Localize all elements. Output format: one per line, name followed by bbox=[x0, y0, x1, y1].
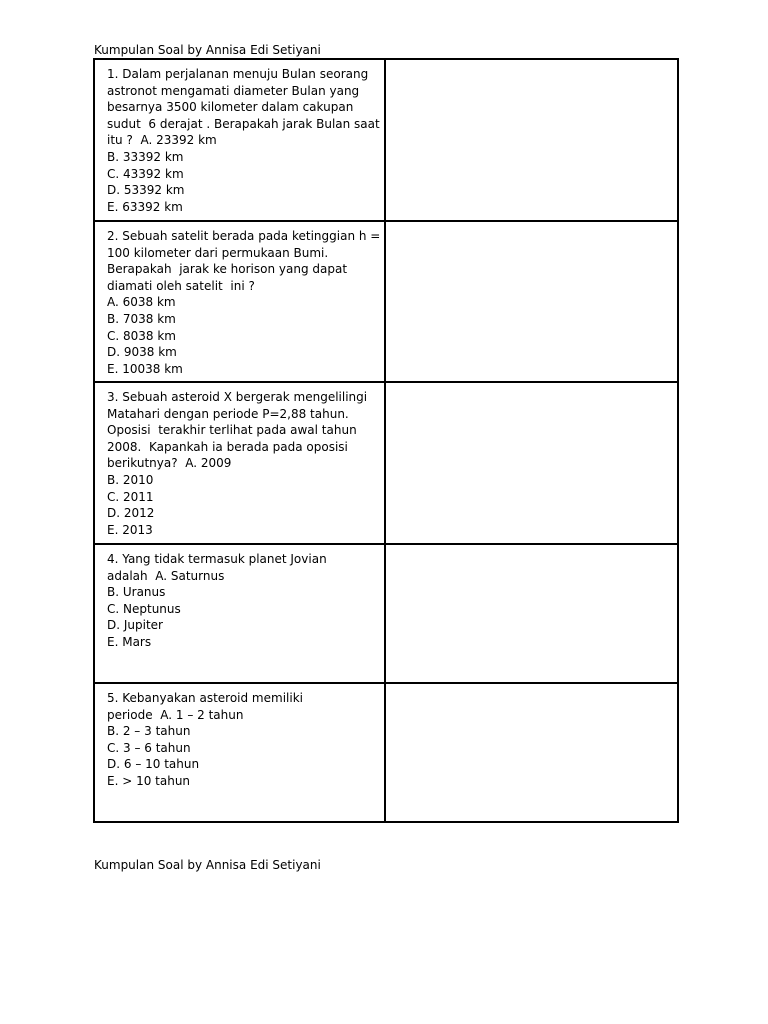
question-2-line: 2. Sebuah satelit berada pada ketinggian h = bbox=[107, 229, 381, 243]
question-1-line: astronot mengamati diameter Bulan yang bbox=[107, 83, 360, 98]
question-5-option: B. 2 – 3 tahun bbox=[107, 724, 191, 739]
question-3-option: B. 2010 bbox=[107, 472, 154, 487]
question-4-option: C. Neptunus bbox=[107, 601, 181, 616]
question-1-line: besarnya 3500 kilometer dalam cakupan bbox=[107, 100, 354, 115]
question-1-line: sudut 6 derajat . Berapakah jarak Bulan saat bbox=[107, 116, 380, 131]
question-5-option: E. > 10 tahun bbox=[107, 773, 191, 788]
question-2-option: C. 8038 km bbox=[107, 328, 176, 343]
question-3-line: 2008. Kapankah ia berada pada oposisi bbox=[107, 439, 348, 454]
question-3-option: D. 2012 bbox=[107, 506, 155, 521]
question-3-line: 3. Sebuah asteroid X bergerak mengelilingi bbox=[107, 390, 368, 404]
question-row-3 bbox=[94, 382, 678, 544]
question-text-4 bbox=[95, 545, 384, 651]
question-3-option: E. 2013 bbox=[107, 522, 153, 537]
question-3-line: berikutnya? A. 2009 bbox=[107, 456, 232, 471]
question-row-1 bbox=[94, 59, 678, 221]
question-5-line: periode A. 1 – 2 tahun bbox=[107, 707, 244, 722]
question-1-option: D. 53392 km bbox=[107, 183, 185, 198]
question-4-option: B. Uranus bbox=[107, 585, 166, 600]
question-table bbox=[93, 58, 679, 823]
question-1-line: 1. Dalam perjalanan menuju Bulan seorang bbox=[107, 67, 369, 81]
answer-cell-5 bbox=[385, 683, 678, 822]
question-row-4 bbox=[94, 544, 678, 683]
question-text-5 bbox=[95, 684, 384, 790]
question-1-option: E. 63392 km bbox=[107, 199, 183, 214]
question-4-line: adalah A. Saturnus bbox=[107, 568, 225, 583]
question-row-2 bbox=[94, 221, 678, 382]
question-5-line: 5. Kebanyakan asteroid memiliki bbox=[107, 691, 303, 705]
answer-cell-4 bbox=[385, 544, 678, 683]
question-4-option: D. Jupiter bbox=[107, 618, 163, 633]
question-cell-5 bbox=[94, 683, 385, 822]
question-5-option: C. 3 – 6 tahun bbox=[107, 740, 191, 755]
answer-cell-1 bbox=[385, 59, 678, 221]
question-4-option: E. Mars bbox=[107, 634, 152, 649]
question-2-line: 100 kilometer dari permukaan Bumi. bbox=[107, 245, 329, 260]
question-1-line: itu ? A. 23392 km bbox=[107, 133, 217, 148]
question-5-option: D. 6 – 10 tahun bbox=[107, 757, 200, 772]
question-3-line: Matahari dengan periode P=2,88 tahun. bbox=[107, 406, 349, 421]
question-cell-2 bbox=[94, 221, 385, 382]
page-footer: Kumpulan Soal by Annisa Edi Setiyani bbox=[94, 858, 321, 872]
question-cell-3 bbox=[94, 382, 385, 544]
question-2-option: B. 7038 km bbox=[107, 311, 176, 326]
question-2-option: A. 6038 km bbox=[107, 295, 176, 310]
question-cell-4 bbox=[94, 544, 385, 683]
question-2-line: diamati oleh satelit ini ? bbox=[107, 278, 255, 293]
question-2-option: E. 10038 km bbox=[107, 361, 183, 376]
question-text-1 bbox=[95, 60, 384, 215]
question-1-option: C. 43392 km bbox=[107, 166, 184, 181]
question-3-option: C. 2011 bbox=[107, 489, 154, 504]
answer-cell-3 bbox=[385, 382, 678, 544]
question-2-line: Berapakah jarak ke horison yang dapat bbox=[107, 262, 348, 277]
question-1-option: B. 33392 km bbox=[107, 149, 184, 164]
question-text-2 bbox=[95, 222, 384, 377]
question-text-3 bbox=[95, 383, 384, 538]
question-2-option: D. 9038 km bbox=[107, 345, 177, 360]
question-3-line: Oposisi terakhir terlihat pada awal tahun bbox=[107, 423, 357, 438]
question-4-line: 4. Yang tidak termasuk planet Jovian bbox=[107, 552, 327, 566]
answer-cell-2 bbox=[385, 221, 678, 382]
question-row-5 bbox=[94, 683, 678, 822]
question-cell-1 bbox=[94, 59, 385, 221]
page-header: Kumpulan Soal by Annisa Edi Setiyani bbox=[94, 43, 321, 57]
